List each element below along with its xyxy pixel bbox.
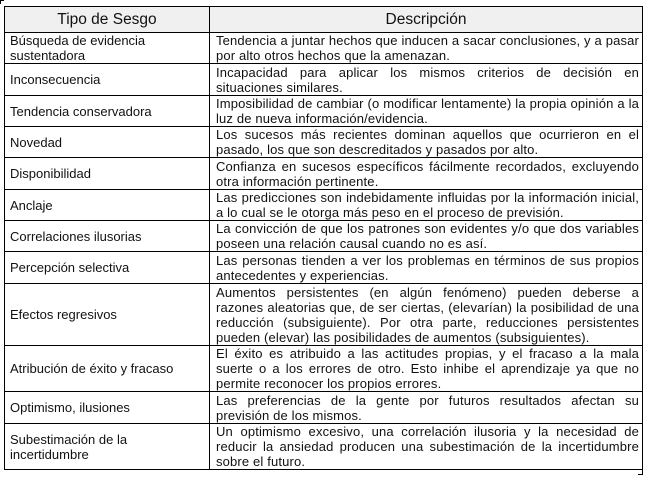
table-row: [5, 33, 643, 64]
bias-type: Efectos regresivos: [5, 284, 210, 346]
table-row: [5, 392, 643, 424]
table-row: [5, 252, 643, 284]
bias-description: Aumentos persistentes (en algún fenómeno) pueden deberse a razones aleatorias que, de ser ciertas, (elevarían) la posibilidad de una reducción (subsiguiente). Por otra parte, reducciones persistentes pueden (elevar) las posibilidades de aumentos (subsiguientes).: [210, 284, 643, 346]
bias-description: Las personas tienden a ver los problemas en términos de sus propios antecedentes y experiencias.: [210, 252, 643, 284]
bias-description: El éxito es atribuido a las actitudes propias, y el fracaso a la mala suerte o a los errores de otro. Esto inhibe el aprendizaje ya que no permite reconocer los propios errores.: [210, 346, 643, 392]
bias-type: Anclaje: [5, 190, 210, 221]
bias-type: Percepción selectiva: [5, 252, 210, 284]
table-row: [5, 127, 643, 158]
bias-type: Búsqueda de evidencia sustentadora: [5, 33, 210, 64]
table-row: [5, 346, 643, 392]
header-type: Tipo de Sesgo: [5, 7, 210, 33]
bias-description: Imposibilidad de cambiar (o modificar lentamente) la propia opinión a la luz de nueva información/evidencia.: [210, 96, 643, 127]
table-row: [5, 424, 643, 470]
bias-type: Novedad: [5, 127, 210, 158]
table-row: [5, 221, 643, 252]
corner-crop-mark: [0, 0, 4, 4]
bias-description: La convicción de que los patrones son evidentes y/o que dos variables poseen una relación causal cuando no es así.: [210, 221, 643, 252]
bias-type: Subestimación de la incertidumbre: [5, 424, 210, 470]
bias-description: Confianza en sucesos específicos fácilmente recordados, excluyendo otra información pertinente.: [210, 158, 643, 190]
bias-type: Atribución de éxito y fracaso: [5, 346, 210, 392]
bias-type: Tendencia conservadora: [5, 96, 210, 127]
table-row: [5, 96, 643, 127]
bias-type: Optimismo, ilusiones: [5, 392, 210, 424]
bias-description: Un optimismo excesivo, una correlación ilusoria y la necesidad de reducir la ansiedad producen una subestimación de la incertidumbre sobre el futuro.: [210, 424, 643, 470]
table-header-row: [5, 7, 643, 33]
bias-description: Los sucesos más recientes dominan aquellos que ocurrieron en el pasado, los que son descreditados y pasados por alto.: [210, 127, 643, 158]
bias-description: Incapacidad para aplicar los mismos criterios de decisión en situaciones similares.: [210, 64, 643, 96]
table-row: [5, 190, 643, 221]
bias-description: Las preferencias de la gente por futuros resultados afectan su previsión de los mismos.: [210, 392, 643, 424]
header-description: Descripción: [210, 7, 643, 33]
bias-type: Inconsecuencia: [5, 64, 210, 96]
table-row: [5, 158, 643, 190]
bias-description: Tendencia a juntar hechos que inducen a sacar conclusiones, y a pasar por alto otros hechos que la amenazan.: [210, 33, 643, 64]
bias-type: Disponibilidad: [5, 158, 210, 190]
bias-description: Las predicciones son indebidamente influidas por la información inicial, a lo cual se le otorga más peso en el proceso de previsión.: [210, 190, 643, 221]
corner-crop-mark: [638, 470, 643, 475]
bias-table: [4, 6, 643, 470]
table-row: [5, 284, 643, 346]
bias-type: Correlaciones ilusorias: [5, 221, 210, 252]
table-row: [5, 64, 643, 96]
